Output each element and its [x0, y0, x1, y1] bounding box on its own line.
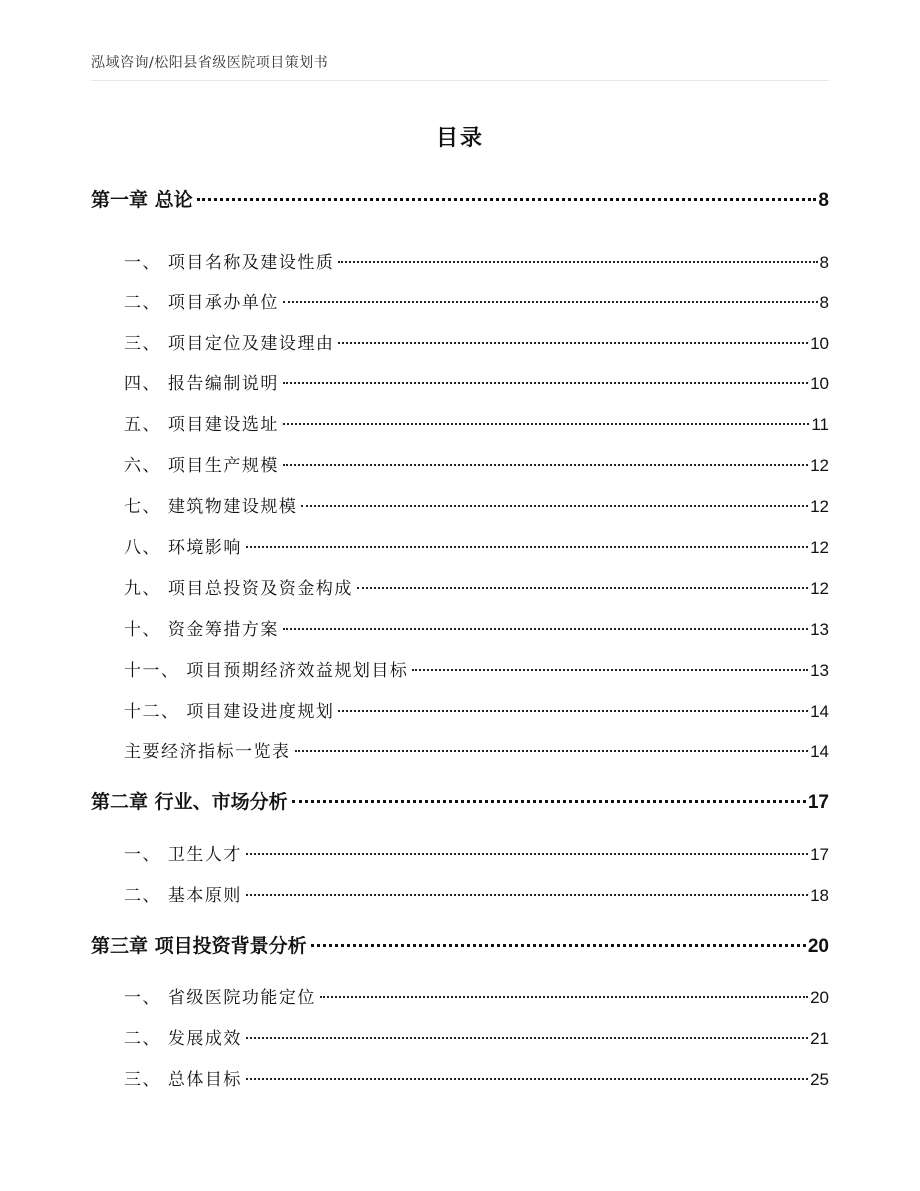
- toc-entry-label: 三、 总体目标: [124, 1070, 242, 1090]
- toc-page-number: 17: [807, 792, 829, 813]
- toc-page-number: 10: [810, 374, 829, 393]
- toc-page-number: 8: [818, 190, 829, 211]
- toc-chapter-1[interactable]: [91, 185, 829, 212]
- toc-page-number: 8: [819, 293, 829, 312]
- toc-page-number: 21: [810, 1029, 829, 1048]
- toc-page-number: 13: [810, 620, 829, 639]
- toc-chapter-3[interactable]: [91, 931, 829, 958]
- toc-chapter-2[interactable]: [91, 787, 829, 814]
- dot-leader: [246, 1078, 808, 1080]
- toc-page-number: 11: [811, 415, 829, 434]
- toc-page-number: 25: [810, 1070, 829, 1089]
- toc-entry-label: 一、 项目名称及建设性质: [124, 253, 335, 273]
- toc-entry-label: 三、 项目定位及建设理由: [124, 334, 335, 354]
- toc-section-1-9[interactable]: [124, 574, 829, 599]
- toc-section-1-3[interactable]: [124, 329, 829, 354]
- toc-section-1-11[interactable]: [124, 656, 829, 681]
- toc-entry-label: 七、 建筑物建设规模: [124, 497, 298, 517]
- toc-entry-label: 第三章 项目投资背景分析: [91, 935, 307, 957]
- toc-page-number: 18: [810, 886, 829, 905]
- toc-entry-label: 主要经济指标一览表: [124, 742, 291, 762]
- dot-leader: [301, 505, 808, 507]
- dot-leader: [246, 546, 808, 548]
- toc-page-number: 12: [810, 538, 829, 557]
- toc-section-1-12[interactable]: [124, 697, 829, 722]
- dot-leader: [197, 198, 817, 201]
- toc-entry-label: 十二、 项目建设进度规划: [124, 702, 335, 722]
- toc-section-1-5[interactable]: [124, 410, 829, 435]
- toc-entry-label: 九、 项目总投资及资金构成: [124, 579, 353, 599]
- toc-entry-label: 十一、 项目预期经济效益规划目标: [124, 661, 409, 681]
- dot-leader: [283, 464, 808, 466]
- toc-entry-label: 八、 环境影响: [124, 538, 242, 558]
- toc-section-2-1[interactable]: [124, 840, 829, 865]
- document-header: 泓域咨询/松阳县省级医院项目策划书: [91, 55, 329, 71]
- dot-leader: [246, 853, 808, 855]
- dot-leader: [295, 750, 809, 752]
- toc-page-number: 20: [810, 988, 829, 1007]
- dot-leader: [412, 669, 808, 671]
- dot-leader: [338, 342, 808, 344]
- dot-leader: [338, 710, 808, 712]
- toc-section-3-3[interactable]: [124, 1065, 829, 1090]
- dot-leader: [283, 301, 818, 303]
- toc-entry-label: 十、 资金筹措方案: [124, 620, 279, 640]
- toc-page-number: 17: [810, 845, 829, 864]
- dot-leader: [246, 894, 808, 896]
- toc-page-number: 12: [810, 579, 829, 598]
- dot-leader: [292, 800, 806, 803]
- toc-page-number: 20: [807, 936, 829, 957]
- toc-section-1-13[interactable]: [124, 737, 829, 762]
- toc-page-number: 10: [810, 334, 829, 353]
- toc-section-3-1[interactable]: [124, 983, 829, 1008]
- toc-entry-label: 二、 发展成效: [124, 1029, 242, 1049]
- toc-entry-label: 四、 报告编制说明: [124, 374, 279, 394]
- dot-leader: [283, 382, 808, 384]
- toc-section-1-6[interactable]: [124, 451, 829, 476]
- dot-leader: [246, 1037, 808, 1039]
- dot-leader: [338, 261, 817, 263]
- toc-entry-label: 一、 卫生人才: [124, 845, 242, 865]
- toc-section-1-1[interactable]: [124, 248, 829, 273]
- dot-leader: [357, 587, 808, 589]
- toc-title: 目录: [435, 126, 484, 151]
- toc-entry-label: 二、 基本原则: [124, 886, 242, 906]
- toc-page-number: 14: [810, 702, 829, 721]
- toc-entry-label: 一、 省级医院功能定位: [124, 988, 316, 1008]
- toc-entry-label: 六、 项目生产规模: [124, 456, 279, 476]
- toc-entry-label: 第二章 行业、市场分析: [91, 791, 288, 813]
- toc-section-1-7[interactable]: [124, 492, 829, 517]
- toc-section-1-10[interactable]: [124, 615, 829, 640]
- toc-section-1-2[interactable]: [124, 288, 829, 313]
- toc-page-number: 12: [810, 497, 829, 516]
- dot-leader: [283, 423, 809, 425]
- toc-section-2-2[interactable]: [124, 881, 829, 906]
- toc-entry-label: 二、 项目承办单位: [124, 293, 279, 313]
- dot-leader: [320, 996, 808, 998]
- toc-section-1-8[interactable]: [124, 533, 829, 558]
- dot-leader: [311, 944, 806, 947]
- toc-page-number: 14: [810, 742, 829, 761]
- toc-page-number: 12: [810, 456, 829, 475]
- dot-leader: [283, 628, 808, 630]
- toc-section-1-4[interactable]: [124, 369, 829, 394]
- toc-entry-label: 五、 项目建设选址: [124, 415, 279, 435]
- toc-page-number: 13: [810, 661, 829, 680]
- toc-section-3-2[interactable]: [124, 1024, 829, 1049]
- toc-page-number: 8: [819, 253, 829, 272]
- toc-entry-label: 第一章 总论: [91, 189, 193, 211]
